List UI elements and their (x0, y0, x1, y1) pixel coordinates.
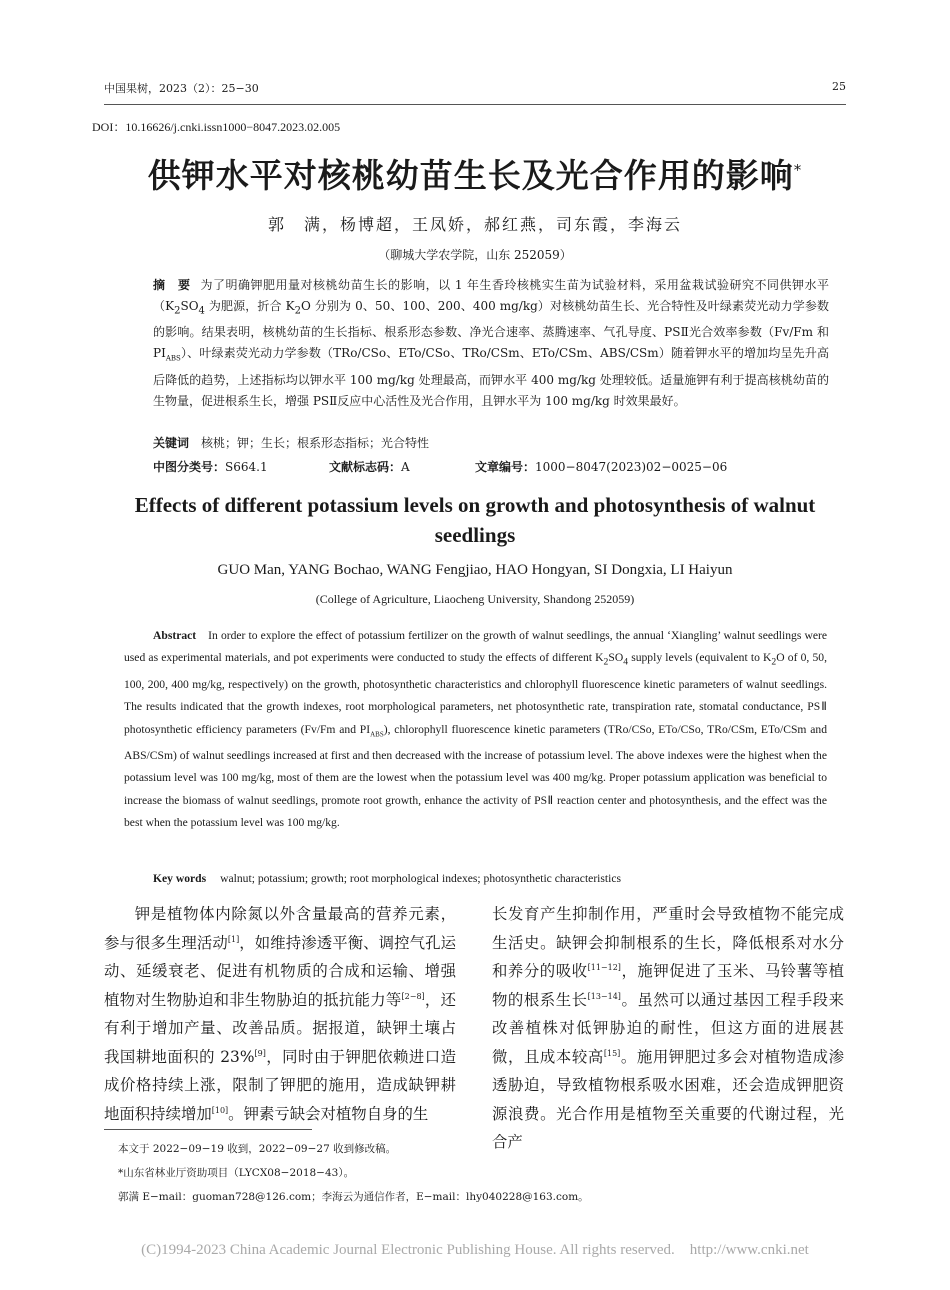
doi: DOI：10.16626/j.cnki.issn1000−8047.2023.02.005 (92, 120, 341, 134)
body-left-text-3: ，还有利于增加产量、改善品质。据报道，缺钾土壤占我国耕地面积的 23% (104, 990, 456, 1066)
cn-abstract-sub-4: ABS (165, 354, 181, 363)
en-abstract-label: Abstract (153, 629, 197, 642)
article-number (475, 458, 727, 475)
footnote-rule (104, 1129, 312, 1130)
article-number-value: 1000−8047(2023)02−0025−06 (535, 460, 728, 474)
en-abstract-text-3: supply levels (equivalent to K (628, 651, 772, 665)
en-keywords-text: walnut; potassium; growth; root morphological indexes; photosynthetic characteristics (220, 872, 622, 885)
footnotes (118, 1137, 848, 1209)
body-column-left (104, 900, 456, 1128)
citation-11-12: [11−12] (587, 962, 621, 972)
en-abstract-text-2: SO (608, 651, 624, 665)
body-left-text-4: ，同时由于钾肥依赖进口造成价格持续上涨，限制了钾肥的施用，造成缺钾耕地面积持续增加 (104, 1047, 456, 1123)
document-code (329, 458, 410, 475)
cn-keywords (153, 434, 829, 451)
cn-abstract-text-4: O 分别为 0、50、100、200、400 mg/kg）对核桃幼苗生长、光合特性及叶绿素荧光动力学参数的影响。结果表明，核桃幼苗的生长指标、根系形态参数、净光合速率、蒸腾速率、气孔导度、PSⅡ光合效率参数（Fv/Fm 和 PI (153, 299, 829, 360)
cn-abstract-text-5: ）、叶绿素荧光动力学参数（TRo/CSo、ETo/CSo、TRo/CSm、ETo/CSm、ABS/CSm）随着钾水平的增加均呈先升高后降低的趋势，上述指标均以钾水平 100 mg/kg 处理最高，而钾水平 400 mg/kg 处理较低。适量施钾有利于提高核桃幼苗的生物量，促进根系生长，增强 PSⅡ反应中心活性及光合作用，且钾水平为 100 mg/kg 时效果最好。 (153, 346, 829, 408)
classification-line (153, 458, 829, 476)
cn-abstract (153, 275, 829, 412)
body-right-text-2: ，施钾促进了玉米、马铃薯等植物的根系生长 (492, 962, 844, 1009)
cn-keywords-text: 核桃；钾；生长；根系形态指标；光合特性 (201, 436, 430, 450)
footnote-contact: 郭满 E−mail：guoman728@126.com；李海云为通信作者，E−mail：lhy040228@163.com。 (118, 1191, 589, 1203)
citation-1: [1] (227, 934, 240, 944)
cn-abstract-text-2: SO (180, 299, 199, 314)
cnki-watermark: (C)1994-2023 China Academic Journal Electronic Publishing House. All rights reserved. http://www.cnki.net (141, 1242, 809, 1258)
footnote-funding: *山东省林业厅资助项目（LYCX08−2018−43）。 (118, 1167, 355, 1179)
en-abstract-sub-2: 4 (623, 656, 629, 668)
clc-number (153, 458, 268, 475)
en-keywords (153, 872, 833, 885)
en-authors: GUO Man, YANG Bochao, WANG Fengjiao, HAO Hongyan, SI Dongxia, LI Haiyun (217, 562, 733, 578)
cn-abstract-text-1: 为了明确钾肥用量对核桃幼苗生长的影响，以 1 年生香玲核桃实生苗为试验材料，采用盆栽试验研究不同供钾水平（K (153, 278, 829, 314)
citation-15: [15] (603, 1048, 621, 1058)
clc-label: 中图分类号： (153, 460, 226, 474)
title-footnote-mark: * (793, 161, 803, 179)
body-right-text-1: 长发育产生抑制作用，严重时会导致植物不能完成生活史。缺钾会抑制根系的生长，降低根系对水分和养分的吸收 (492, 905, 844, 980)
en-abstract-sub-3: 2 (771, 656, 777, 668)
en-keywords-label: Key words (153, 872, 207, 885)
cn-title (0, 150, 950, 197)
en-abstract (124, 625, 827, 834)
citation-10: [10] (211, 1105, 229, 1115)
en-abstract-text-5: ), chlorophyll fluorescence kinetic parameters (TRo/CSo, ETo/CSo, TRo/CSm, ETo/CSm and ABS/CSm) of walnut seedlings increased at first and then decreased with the increase of potassium level. The above indexes were the highest when the potassium level was 100 mg/kg, most of them are the lowest when the potassium level was 400 mg/kg. Proper potassium application was beneficial to increase the biomass of walnut seedlings, promote root growth, enhance the activity of PSⅡ reaction center and photosynthesis, and the effect was the best when the potassium level was 100 mg/kg. (124, 722, 827, 829)
cn-abstract-sub-2: 4 (198, 305, 205, 317)
en-title: Effects of different potassium levels on growth and photosynthesis of walnut seedlings (134, 493, 816, 547)
journal-info: 中国果树，2023（2）：25−30 (104, 82, 259, 95)
en-abstract-sub-4: ABS (370, 729, 384, 738)
citation-9: [9] (254, 1048, 266, 1058)
document-code-value: A (401, 460, 410, 474)
en-affiliation: (College of Agriculture, Liaocheng University, Shandong 252059) (315, 592, 635, 606)
body-left-text-5: 。钾素亏缺会对植物自身的生 (228, 1104, 429, 1123)
citation-13-14: [13−14] (587, 991, 621, 1001)
cn-title-text: 供钾水平对核桃幼苗生长及光合作用的影响 (147, 156, 794, 195)
page-number: 25 (832, 80, 846, 93)
body-column-right (492, 900, 844, 1157)
body-right-text-4: 。施用钾肥过多会对植物造成渗透胁迫，导致植物根系吸水困难，还会造成钾肥资源浪费。光合作用是植物至关重要的代谢过程，光合产 (492, 1047, 844, 1151)
body-left-text-2: ，如维持渗透平衡、调控气孔运动、延缓衰老、促进有机物质的合成和运输、增强植物对生物胁迫和非生物胁迫的抵抗能力等 (104, 933, 456, 1009)
article-number-label: 文章编号： (475, 460, 536, 474)
cn-abstract-sub-3: 2 (294, 305, 301, 317)
cn-authors: 郭 满，杨博超，王凤娇，郝红燕，司东霞，李海云 (267, 215, 682, 234)
cn-keywords-label: 关键词 (153, 436, 190, 450)
en-abstract-text-4: O of 0, 50, 100, 200, 400 mg/kg, respectively) on the growth, photosynthetic characteristics and chlorophyll fluorescence kinetic parameters of walnut seedlings. The results indicated that the growth indexes, root morphological parameters, net photosynthetic rate, transpiration rate, stomatal conductance, PSⅡ photosynthetic efficiency parameters (Fv/Fm and PI (124, 651, 827, 736)
document-code-label: 文献标志码： (329, 460, 402, 474)
en-abstract-text-1: In order to explore the effect of potassium fertilizer on the growth of walnut seedlings, the annual ‘Xiangling’ walnut seedlings were used as experimental materials, and pot experiments were conducted to study the effects of different K (124, 629, 827, 665)
body-right-text-3: 。虽然可以通过基因工程手段来改善植株对低钾胁迫的耐性，但这方面的进展甚微，且成本较高 (492, 990, 844, 1066)
cn-abstract-text-3: 为肥源，折合 K (204, 299, 295, 314)
cn-abstract-sub-1: 2 (174, 305, 181, 317)
body-left-text-1: 钾是植物体内除氮以外含量最高的营养元素，参与很多生理活动 (104, 905, 456, 952)
footnote-received: 本文于 2022−09−19 收到，2022−09−27 收到修改稿。 (118, 1143, 397, 1155)
cn-abstract-label: 摘 要 (153, 278, 191, 292)
en-abstract-sub-1: 2 (603, 656, 609, 668)
header-rule (104, 104, 846, 105)
cn-affiliation: （聊城大学农学院，山东 252059） (378, 248, 572, 262)
page-header (104, 80, 846, 100)
citation-2-8: [2−8] (401, 991, 425, 1001)
clc-value: S664.1 (225, 460, 268, 474)
